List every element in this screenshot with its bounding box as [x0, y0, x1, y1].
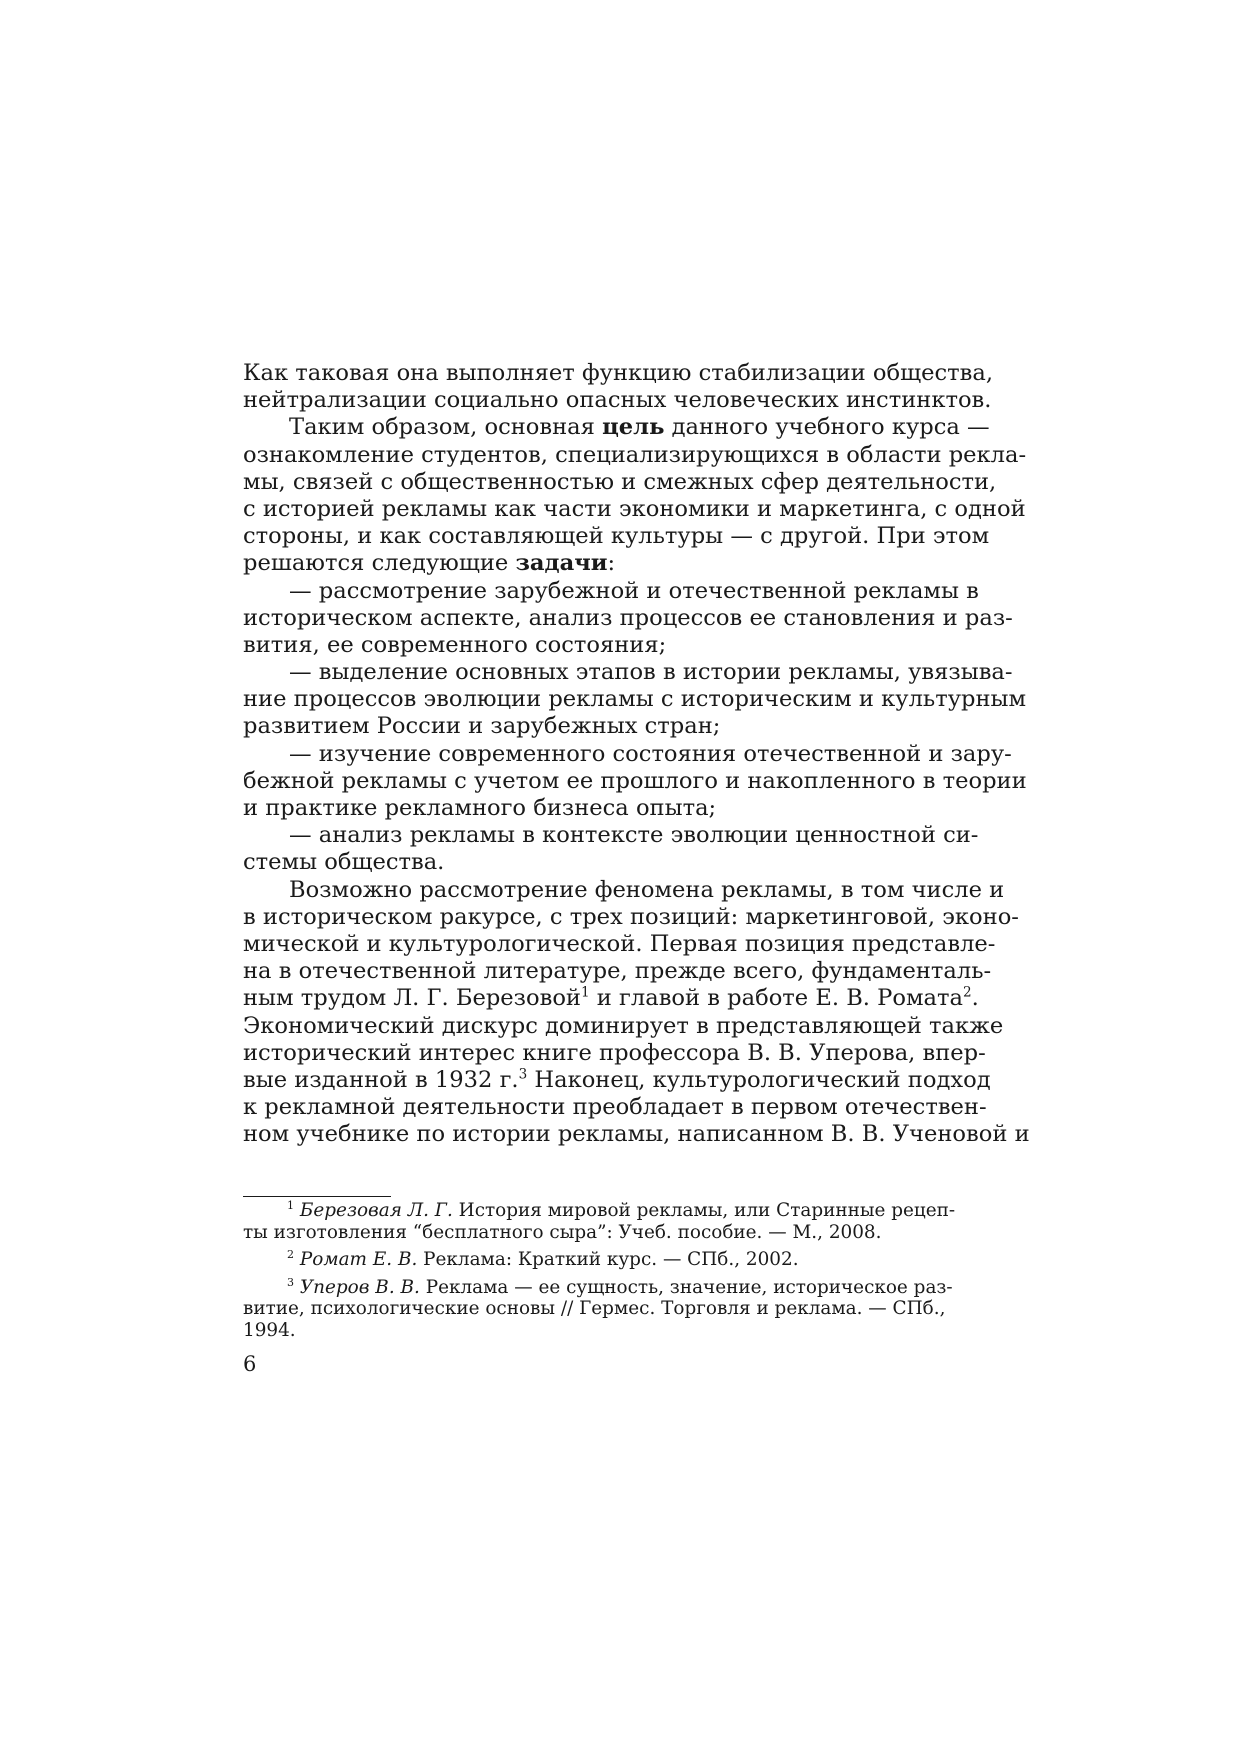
main-text: [243, 360, 1030, 1148]
footnote-3-cont: 1994.: [243, 1319, 296, 1341]
text-line: стороны, и как составляющей культуры — с другой. При этом: [243, 523, 990, 550]
text-span: и главой в работе Е. В. Ромата: [589, 985, 963, 1012]
footnote-ref-3[interactable]: 3: [518, 1066, 528, 1083]
text-span: :: [607, 550, 616, 577]
footnote-number: 1: [287, 1198, 295, 1212]
footnotes: [243, 1198, 956, 1341]
footnote-2: [243, 1249, 927, 1271]
text-line: ние процессов эволюции рекламы с историческим и культурным: [243, 686, 1027, 713]
footnote-1-cont: ты изготовления “бесплатного сыра”: Учеб. пособие. — М., 2008.: [243, 1221, 882, 1243]
text-line: ном учебнике по истории рекламы, написанном В. В. Ученовой и: [243, 1121, 1030, 1148]
footnote-1: [243, 1198, 956, 1222]
text-line-goal: [243, 414, 990, 441]
text-line: ознакомление студентов, специализирующихся в области рекла-: [243, 441, 1027, 468]
text-line: мической и культурологической. Первая позиция представле-: [243, 930, 996, 957]
text-line: Экономический дискурс доминирует в представляющей также: [243, 1012, 1004, 1039]
text-line: Как таковая она выполняет функцию стабилизации общества,: [243, 360, 993, 386]
footnote-author: Ромат Е. В.: [299, 1249, 418, 1270]
text-span: ным трудом Л. Г. Березовой: [243, 985, 581, 1012]
footnote-3: [243, 1275, 953, 1299]
text-line-ref3: [243, 1066, 991, 1094]
text-line-refs: [243, 984, 979, 1012]
text-line: нейтрализации социально опасных человеческих инстинктов.: [243, 387, 992, 414]
text-span: Таким образом, основная: [289, 414, 603, 441]
text-line: — анализ рекламы в контексте эволюции ценностной си-: [289, 822, 979, 849]
text-line: историческом аспекте, анализ процессов ее становления и раз-: [243, 604, 1013, 631]
text-line: развитием России и зарубежных стран;: [243, 713, 721, 740]
footnote-number: 2: [287, 1247, 295, 1261]
text-span: Реклама — ее сущность, значение, историческое раз-: [419, 1276, 953, 1298]
text-line-tasks: [243, 550, 927, 577]
text-line: — изучение современного состояния отечественной и зару-: [289, 740, 1012, 767]
text-line: — рассмотрение зарубежной и отечественной рекламы в: [289, 577, 979, 604]
text-line: с историей рекламы как части экономики и маркетинга, с одной: [243, 495, 1026, 522]
text-span: данного учебного курса —: [664, 414, 990, 441]
page-number: 6: [243, 1352, 257, 1376]
text-line: мы, связей с общественностью и смежных сфер деятельности,: [243, 468, 997, 495]
footnote-ref-1[interactable]: 1: [580, 984, 590, 1001]
text-span: Наконец, культурологический подход: [527, 1066, 991, 1093]
text-span: вые изданной в 1932 г.: [243, 1066, 519, 1093]
text-line: в историческом ракурсе, с трех позиций: маркетинговой, эконо-: [243, 903, 1019, 930]
text-line: вития, ее современного состояния;: [243, 631, 667, 658]
text-line: исторический интерес книге профессора В. В. Уперова, впер-: [243, 1039, 986, 1066]
text-line: к рекламной деятельности преобладает в первом отечествен-: [243, 1094, 987, 1121]
text-span: решаются следующие: [243, 550, 516, 577]
text-span: Реклама: Краткий курс. — СПб., 2002.: [417, 1249, 799, 1270]
footnote-ref-2[interactable]: 2: [963, 984, 972, 1001]
text-line: Возможно рассмотрение феномена рекламы, в том числе и: [289, 876, 1005, 903]
bold-term-tasks: задачи: [515, 550, 608, 577]
text-line: стемы общества.: [243, 849, 445, 876]
footnote-author: Березовая Л. Г.: [299, 1200, 453, 1221]
text-line: бежной рекламы с учетом ее прошлого и накопленного в теории: [243, 767, 1027, 794]
text-line: на в отечественной литературе, прежде всего, фундаменталь-: [243, 958, 992, 985]
text-span: История мировой рекламы, или Старинные рецеп-: [452, 1200, 956, 1221]
text-line: и практике рекламного бизнеса опыта;: [243, 795, 717, 821]
footnote-3-cont: витие, психологические основы // Гермес. Торговля и реклама. — СПб.,: [243, 1298, 946, 1319]
text-span: .: [971, 985, 979, 1012]
footnote-author: Уперов В. В.: [299, 1276, 420, 1298]
footnote-separator: [243, 1196, 391, 1197]
footnote-number: 3: [287, 1275, 295, 1289]
text-line: — выделение основных этапов в истории рекламы, увязыва-: [289, 659, 1013, 686]
bold-term-goal: цель: [602, 414, 665, 441]
